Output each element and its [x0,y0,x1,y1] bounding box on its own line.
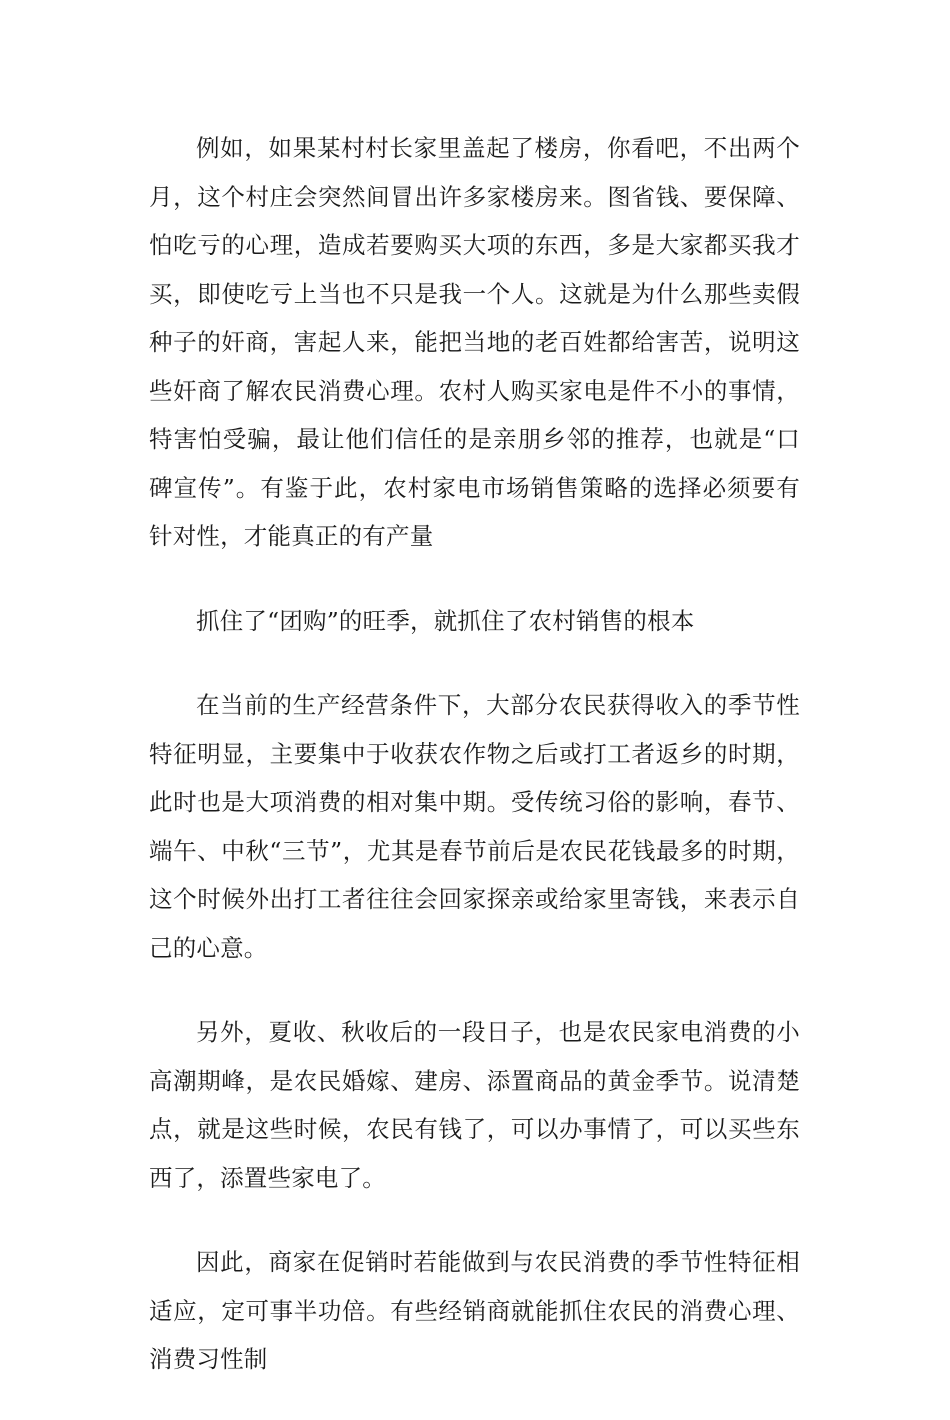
paragraph-seasonal-income: 在当前的生产经营条件下，大部分农民获得收入的季节性特征明显，主要集中于收获农作物之后或打工者返乡的时期，此时也是大项消费的相对集中期。受传统习俗的影响，春节、端午、中秋“三节”，尤其是春节前后是农民花钱最多的时期，这个时候外出打工者往往会回家探亲或给家里寄钱，来表示自己的心意。 [149,691,800,962]
paragraph-promotion: 因此，商家在促销时若能做到与农民消费的季节性特征相适应，定可事半功倍。有些经销商就能抓住农民的消费心理、消费习性制 [149,1248,800,1373]
paragraph-rural-housing: 例如，如果某村村长家里盖起了楼房，你看吧，不出两个月，这个村庄会突然间冒出许多家楼房来。图省钱、要保障、怕吃亏的心理，造成若要购买大项的东西，多是大家都买我才买，即使吃亏上当也不只是我一个人。这就是为什么那些卖假种子的奸商，害起人来，能把当地的老百姓都给害苦，说明这些奸商了解农民消费心理。农村人购买家电是件不小的事情，特害怕受骗，最让他们信任的是亲朋乡邻的推荐，也就是“口碑宣传”。有鉴于此，农村家电市场销售策略的选择必须要有针对性，才能真正的有产量 [149,134,800,550]
document-body [149,124,800,1420]
paragraph-harvest-season: 另外，夏收、秋收后的一段日子，也是农民家电消费的小高潮期峰，是农民婚嫁、建房、添置商品的黄金季节。说清楚点，就是这些时候，农民有钱了，可以办事情了，可以买些东西了，添置些家电了。 [149,1018,800,1192]
section-heading: 抓住了“团购”的旺季，就抓住了农村销售的根本 [196,606,695,635]
